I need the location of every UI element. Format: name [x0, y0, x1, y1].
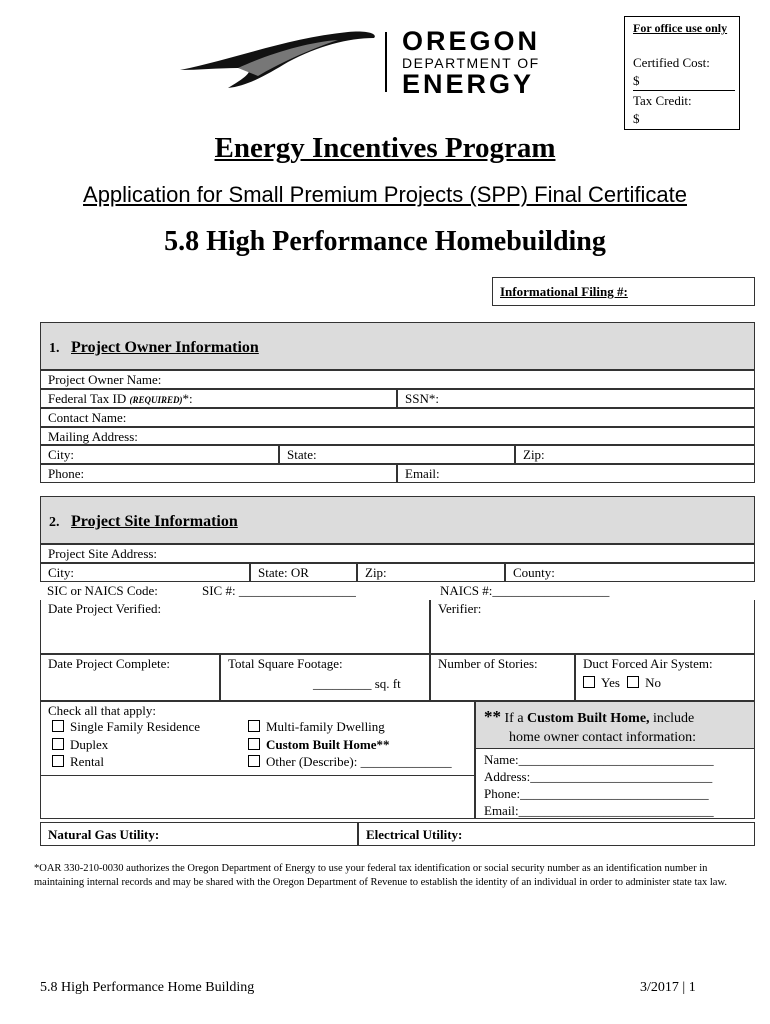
owner-city-label: City: — [48, 447, 75, 462]
home-owner-phone-field[interactable]: Phone:_____________________________ — [484, 786, 709, 801]
custom-note-line2: home owner contact information: — [509, 730, 696, 745]
site-county-label: County: — [513, 565, 555, 580]
office-use-header: For office use only — [633, 21, 728, 35]
federal-tax-id-field[interactable] — [40, 389, 397, 408]
owner-state-label: State: — [287, 447, 317, 462]
project-site-address-field[interactable] — [40, 544, 755, 563]
custom-note-bold: Custom Built Home, — [527, 711, 650, 726]
logo-line-energy: ENERGY — [402, 69, 535, 99]
home-owner-contact-box — [475, 749, 755, 819]
total-sqft-label: Total Square Footage: — [228, 656, 343, 671]
tax-id-suffix: *: — [182, 391, 193, 406]
forced-air-yes-checkbox[interactable] — [583, 676, 595, 688]
date-verified-field[interactable] — [40, 600, 430, 654]
custom-note-stars: ** — [484, 707, 501, 726]
project-site-address-label: Project Site Address: — [48, 546, 158, 561]
rental-checkbox[interactable] — [52, 755, 64, 767]
section2-number: 2. — [49, 515, 60, 530]
section2-title: Project Site Information — [71, 513, 238, 530]
required-note: (REQUIRED) — [129, 395, 183, 405]
sic-field[interactable]: SIC #: __________________ — [202, 583, 356, 598]
logo-line-department: DEPARTMENT OF — [402, 55, 540, 71]
site-city-field[interactable] — [40, 563, 250, 582]
owner-email-label: Email: — [405, 466, 440, 481]
date-complete-field[interactable] — [40, 654, 220, 701]
naics-field[interactable]: NAICS #:__________________ — [440, 583, 610, 598]
tax-credit-dollar: $ — [633, 111, 640, 126]
duplex-checkbox[interactable] — [52, 738, 64, 750]
project-owner-name-label: Project Owner Name: — [48, 372, 162, 387]
gas-utility-field[interactable] — [40, 822, 358, 846]
forced-air-no-label: No — [645, 675, 662, 690]
office-use-box — [624, 16, 740, 130]
tax-credit-label: Tax Credit: — [633, 93, 692, 108]
single-family-label: Single Family Residence — [70, 719, 200, 734]
date-complete-label: Date Project Complete: — [48, 656, 171, 671]
sqft-entry: _________ sq. ft — [313, 676, 401, 691]
certified-cost-dollar: $ — [633, 73, 640, 88]
section2-header — [40, 496, 755, 544]
project-owner-name-field[interactable] — [40, 370, 755, 389]
logo-line-oregon: OREGON — [402, 26, 541, 56]
logo-swoosh-icon — [178, 24, 378, 98]
ssn-field[interactable] — [397, 389, 755, 408]
home-owner-email-field[interactable]: Email:______________________________ — [484, 803, 714, 818]
stories-label: Number of Stories: — [438, 656, 538, 671]
forced-air-no-checkbox[interactable] — [627, 676, 639, 688]
home-owner-address-field[interactable]: Address:____________________________ — [484, 769, 713, 784]
other-checkbox[interactable] — [248, 755, 260, 767]
forced-air-yes-label: Yes — [601, 675, 620, 690]
ssn-label: SSN*: — [405, 391, 439, 406]
rental-label: Rental — [70, 754, 104, 769]
section1-number: 1. — [49, 341, 60, 356]
check-all-label: Check all that apply: — [48, 703, 156, 718]
page-title: Energy Incentives Program — [214, 132, 556, 164]
sic-naics-row — [40, 582, 755, 601]
owner-phone-label: Phone: — [48, 466, 85, 481]
contact-name-label: Contact Name: — [48, 410, 127, 425]
verifier-label: Verifier: — [438, 601, 482, 616]
owner-city-field[interactable] — [40, 445, 279, 464]
single-family-checkbox[interactable] — [52, 720, 64, 732]
mailing-address-label: Mailing Address: — [48, 429, 138, 444]
footer-left: 5.8 High Performance Home Building — [40, 980, 255, 995]
electric-utility-label: Electrical Utility: — [366, 827, 463, 842]
informational-filing-label: Informational Filing #: — [500, 284, 628, 299]
home-owner-name-field[interactable]: Name:______________________________ — [484, 752, 714, 767]
forced-air-label: Duct Forced Air System: — [583, 656, 713, 671]
multi-family-label: Multi-family Dwelling — [266, 719, 385, 734]
section1-title: Project Owner Information — [71, 339, 259, 356]
gas-utility-label: Natural Gas Utility: — [48, 827, 160, 842]
electric-utility-field[interactable] — [358, 822, 755, 846]
oregon-energy-logo — [178, 24, 578, 98]
sic-naics-label: SIC or NAICS Code: — [47, 583, 158, 598]
site-state-field[interactable] — [250, 563, 357, 582]
owner-zip-field[interactable] — [515, 445, 755, 464]
owner-email-field[interactable] — [397, 464, 755, 483]
owner-state-field[interactable] — [279, 445, 515, 464]
site-county-field[interactable] — [505, 563, 755, 582]
certified-cost-label: Certified Cost: — [633, 55, 710, 70]
duplex-label: Duplex — [70, 737, 109, 752]
stories-field[interactable] — [430, 654, 575, 701]
contact-name-field[interactable] — [40, 408, 755, 427]
mailing-address-field[interactable] — [40, 427, 755, 445]
forced-air-field — [575, 654, 755, 701]
section-heading: 5.8 High Performance Homebuilding — [164, 226, 606, 257]
verifier-field[interactable] — [430, 600, 755, 654]
custom-built-label: Custom Built Home** — [266, 737, 390, 752]
oar-footnote: *OAR 330-210-0030 authorizes the Oregon Department of Energy to use your federal tax identification or social security number as an identification number in maintaining internal records and may be shared with the Oregon Department of Revenue to establish the identity of an individual in order to administer state tax law. — [34, 863, 727, 888]
footer-right: 3/2017 | 1 — [640, 980, 696, 995]
site-city-label: City: — [48, 565, 75, 580]
total-sqft-field[interactable] — [220, 654, 430, 701]
site-zip-field[interactable] — [357, 563, 505, 582]
informational-filing-field[interactable] — [492, 277, 755, 306]
other-describe-field[interactable]: Other (Describe): ______________ — [266, 754, 452, 769]
federal-tax-id-label: Federal Tax ID — [48, 391, 127, 406]
owner-phone-field[interactable] — [40, 464, 397, 483]
page-subtitle: Application for Small Premium Projects (SPP) Final Certificate — [83, 182, 687, 207]
site-state-label: State: OR — [258, 565, 309, 580]
date-verified-label: Date Project Verified: — [48, 601, 162, 616]
custom-note-rest: include — [649, 711, 695, 726]
owner-zip-label: Zip: — [523, 447, 545, 462]
site-zip-label: Zip: — [365, 565, 387, 580]
section1-header — [40, 322, 755, 370]
custom-built-checkbox[interactable] — [248, 738, 260, 750]
custom-note-if: If a — [501, 711, 528, 726]
custom-home-note — [475, 701, 755, 749]
multi-family-checkbox[interactable] — [248, 720, 260, 732]
